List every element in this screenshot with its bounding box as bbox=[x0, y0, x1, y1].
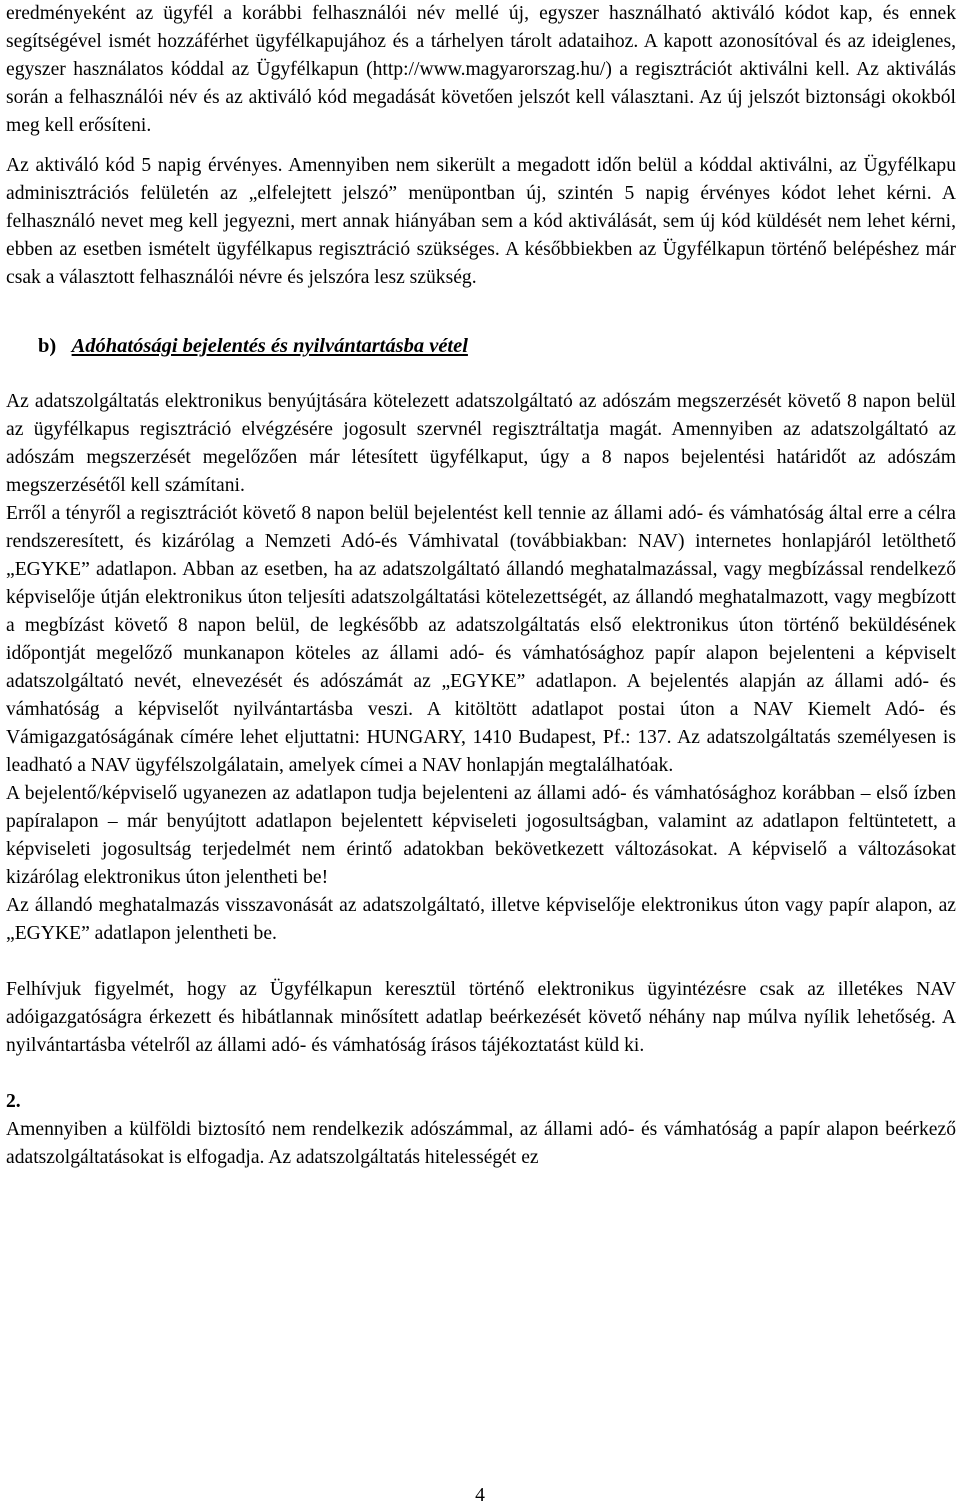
paragraph-egyke-notification: Erről a tényről a regisztrációt követő 8 napon belül bejelentést kell tennie az állami adó- és vámhatóság által erre a célra rendszeresített, és kizárólag a Nemzeti Adó-és Vámhivatal (továbbiakban: NAV) internetes honlapjáról letölthető „EGYKE” adatlapon. Abban az esetben, ha az adatszolgáltató állandó meghatalmazással, vagy megbízással rendelkező képviselője útján elektronikus úton teljesíti adatszolgáltatási kötelezettségét, az állandó meghatalmazott, vagy megbízott a megbízást követő 8 napon belül, de legkésőbb az adatszolgáltatás első elektronikus úton történő beküldésének időpontját megelőző munkanapon köteles az állami adó- és vámhatósághoz papír alapon bejelenteni a képviselt adatszolgáltató nevét, elnevezését és adószámát az „EGYKE” adatlapon. A bejelentés alapján az állami adó- és vámhatóság a képviselőt nyilvántartásba veszi. A kitöltött adatlapot postai úton a NAV Kiemelt Adó- és Vámigazgatóságának címére lehet eljuttatni: HUNGARY, 1410 Budapest, Pf.: 137. Az adatszolgáltatás személyesen is leadható a NAV ügyfélszolgálatain, amelyek címei a NAV honlapján megtalálhatóak. bbox=[6, 503, 956, 776]
spacer bbox=[6, 948, 956, 976]
section-heading-label: b) bbox=[38, 335, 57, 357]
spacer bbox=[6, 140, 956, 152]
section-heading-b bbox=[6, 332, 956, 360]
paragraph-revocation: Az állandó meghatalmazás visszavonását az adatszolgáltató, illetve képviselője elektronikus úton vagy papír alapon, az „EGYKE” adatlapon jelentheti be. bbox=[6, 895, 956, 944]
document-page bbox=[6, 0, 956, 1172]
spacer bbox=[6, 360, 956, 388]
page-number: 4 bbox=[475, 1485, 485, 1506]
paragraph-code-validity: Az aktiváló kód 5 napig érvényes. Amennyiben nem sikerült a megadott időn belül a kóddal aktiválni, az Ügyfélkapu adminisztrációs felületén az „elfelejtett jelszó” menüpontban új, szintén 5 napig érvényes kódot lehet kérni. A felhasználó nevet meg kell jegyezni, mert annak hiányában sem a kód aktiválását, sem új kód küldését nem lehet kérni, ebben az esetben ismételt ügyfélkapus regisztráció szükséges. A későbbiekben az Ügyfélkapun történő belépéshez már csak a választott felhasználói névre és jelszóra lesz szükség. bbox=[6, 155, 956, 288]
paragraph-foreign-insurer: Amennyiben a külföldi biztosító nem rendelkezik adószámmal, az állami adó- és vámhatóság a papír alapon beérkező adatszolgáltatásokat is elfogadja. Az adatszolgáltatás hitelességét ez bbox=[6, 1119, 956, 1168]
paragraph-activation-code: eredményeként az ügyfél a korábbi felhasználói név mellé új, egyszer használható aktiváló kódot kap, és ennek segítségével ismét hozzáférhet ügyfélkapujához és a tárhelyen tárolt adataihoz. A kapott azonosítóval és az ideiglenes, egyszer használatos kóddal az Ügyfélkapun (http://www.magyarorszag.hu/) a regisztrációt aktiválni kell. Az aktiválás során a felhasználói név és az aktiváló kód megadását követően jelszót kell választani. Az új jelszót biztonsági okokból meg kell erősíteni. bbox=[6, 3, 956, 136]
paragraph-registration: Az adatszolgáltatás elektronikus benyújtására kötelezett adatszolgáltató az adószám megszerzését követő 8 napon belül az ügyfélkapus regisztráció elvégzésére jogosult szervnél regisztráltatja magát. Amennyiben az adatszolgáltató az adószám megszerzését megelőzően már létesített ügyfélkaput, úgy a 8 napos bejelentési határidőt az adószám megszerzésétől kell számítani. bbox=[6, 391, 956, 496]
spacer bbox=[6, 292, 956, 332]
section-number-2: 2. bbox=[6, 1091, 21, 1112]
section-heading-title: Adóhatósági bejelentés és nyilvántartásba vétel bbox=[71, 335, 468, 357]
paragraph-notice: Felhívjuk figyelmét, hogy az Ügyfélkapun keresztül történő elektronikus ügyintézésre csak az illetékes NAV adóigazgatóságra érkezett és hibátlannak minősített adatlap beérkezését követő néhány nap múlva nyílik lehetőség. A nyilvántartásba vételről az állami adó- és vámhatóság írásos tájékoztatást küld ki. bbox=[6, 979, 956, 1056]
spacer bbox=[6, 1060, 956, 1088]
paragraph-representative-changes: A bejelentő/képviselő ugyanezen az adatlapon tudja bejelenteni az állami adó- és vámhatósághoz korábban – első ízben papíralapon – már benyújtott adatlapon bejelentett képviseleti jogosultságban, valamint az adatlapon feltüntetett, a képviseleti jogosultság terjedelmét nem érintő adatokban bekövetkezett változásokat. A képviselő a változásokat kizárólag elektronikus úton jelentheti be! bbox=[6, 783, 956, 888]
